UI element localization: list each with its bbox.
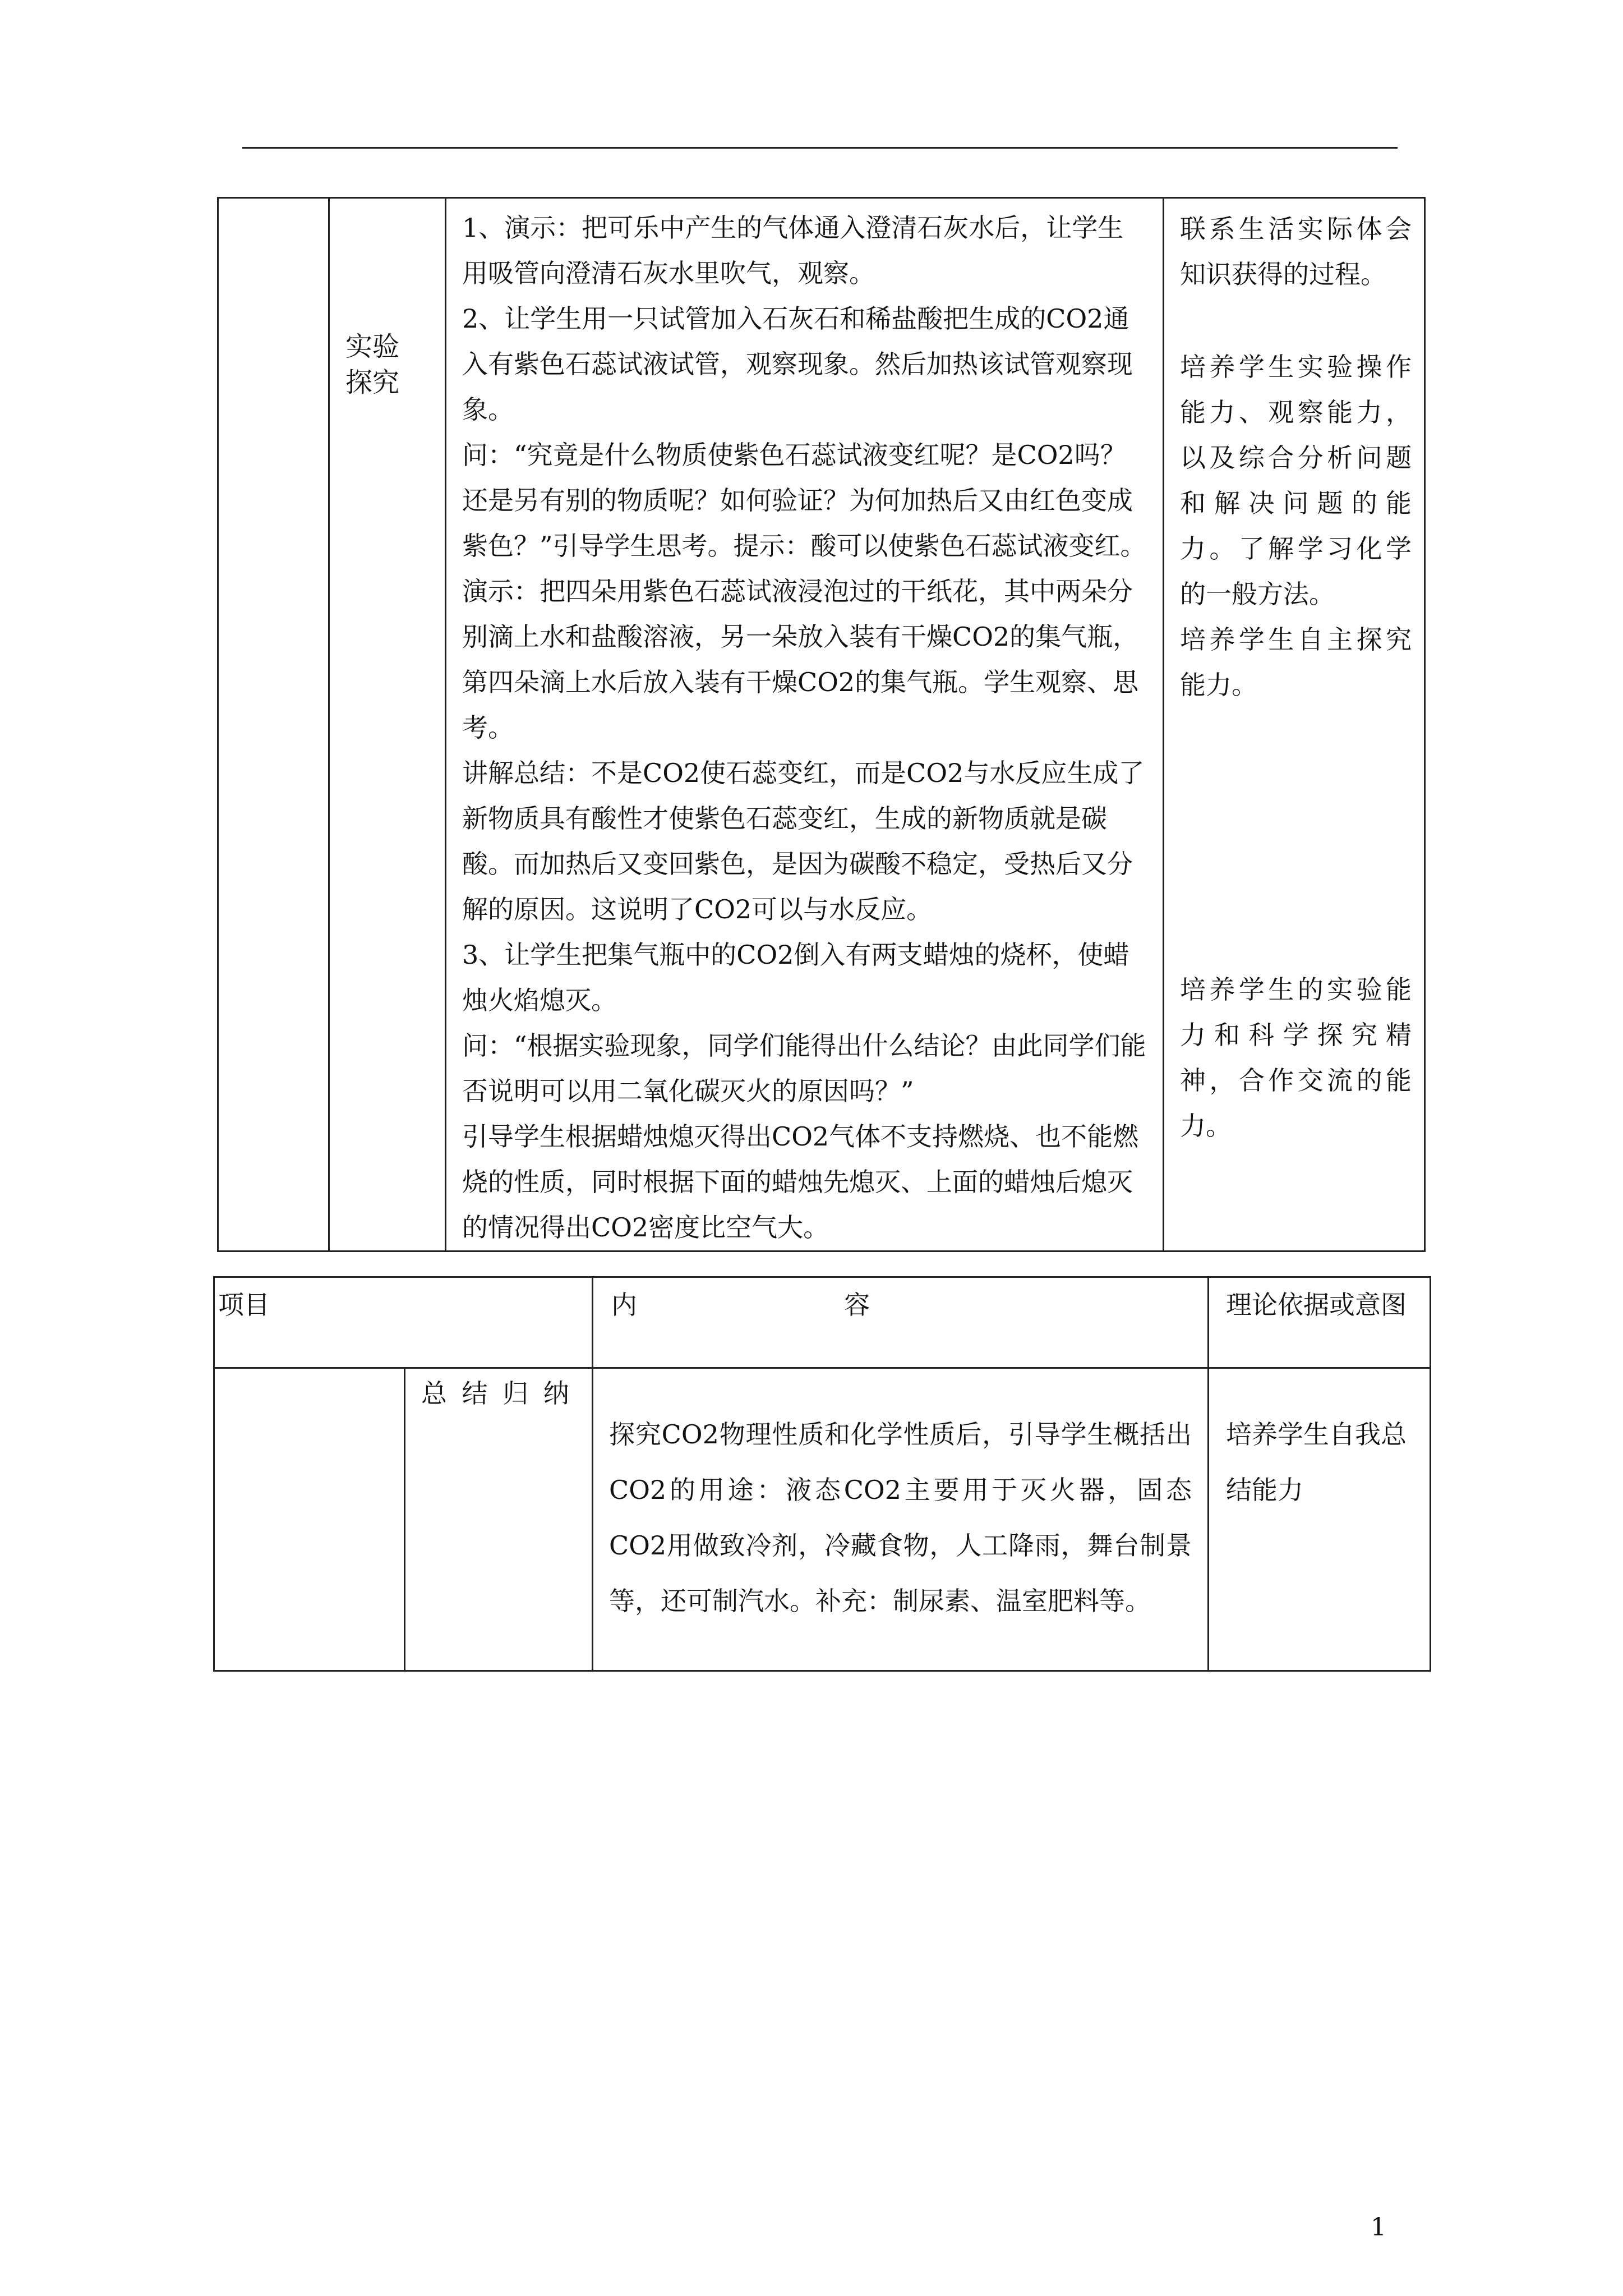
- blank-cell: [214, 1368, 405, 1671]
- rationale-note: 培养学生实验操作能力、观察能力，以及综合分析问题和解决问题的能力。了解学习化学的一般方法。: [1180, 352, 1412, 609]
- stage-label: 总 结 归 纳: [421, 1378, 573, 1409]
- content-paragraph: 引导学生根据蜡烛熄灭得出CO2气体不支持燃烧、也不能燃烧的性质，同时根据下面的蜡烛先熄灭、上面的蜡烛后熄灭的情况得出CO2密度比空气大。: [462, 1121, 1139, 1243]
- rationale-note: 培养学生自主探究能力。: [1180, 624, 1412, 700]
- rationale-note: 培养学生自我总结能力: [1226, 1419, 1407, 1505]
- stage-label-line1: 实验: [345, 331, 400, 362]
- stage-label-line2: 探究: [345, 367, 400, 398]
- content-paragraph: 探究CO2物理性质和化学性质后，引导学生概括出CO2的用途：液态CO2主要用于灭火器，固态CO2用做致冷剂，冷藏食物，人工降雨，舞台制景等，还可制汽水。补充：制尿素、温室肥料等。: [609, 1419, 1192, 1616]
- stage-cell: [329, 198, 446, 1251]
- stage-cell-summary: [405, 1368, 593, 1671]
- lesson-table-experiment: [217, 197, 1426, 1252]
- lesson-table-summary: [213, 1276, 1431, 1672]
- content-paragraph: 1、演示：把可乐中产生的气体通入澄清石灰水后，让学生用吸管向澄清石灰水里吹气，观察。: [462, 213, 1124, 288]
- content-paragraph: 3、让学生把集气瓶中的CO2倒入有两支蜡烛的烧杯，使蜡烛火焰熄灭。: [462, 940, 1129, 1015]
- header-content-char-b: 容: [844, 1290, 870, 1320]
- content-paragraph: 问：“究竟是什么物质使紫色石蕊试液变红呢？是CO2吗？还是另有别的物质呢？如何验证？为何加热后又由红色变成紫色？”引导学生思考。提示：酸可以使紫色石蕊试液变红。: [462, 440, 1146, 561]
- blank-cell: [218, 198, 329, 1251]
- rationale-note: 联系生活实际体会知识获得的过程。: [1180, 214, 1412, 289]
- header-content: [593, 1277, 1209, 1368]
- content-paragraph: 2、让学生用一只试管加入石灰石和稀盐酸把生成的CO2通入有紫色石蕊试液试管，观察现象。然后加热该试管观察现象。: [462, 303, 1133, 425]
- rationale-cell: [1164, 198, 1425, 1251]
- rationale-cell-summary: [1209, 1368, 1431, 1671]
- page-number: 1: [1371, 2213, 1386, 2242]
- header-basis-label: 理论依据或意图: [1226, 1290, 1407, 1320]
- content-paragraph: 讲解总结：不是CO2使石蕊变红，而是CO2与水反应生成了新物质具有酸性才使紫色石蕊变红，生成的新物质就是碳酸。而加热后又变回紫色，是因为碳酸不稳定，受热后又分解的原因。这说明了CO2可以与水反应。: [462, 758, 1145, 924]
- header-content-char-a: 内: [611, 1290, 637, 1320]
- header-basis: [1209, 1277, 1431, 1368]
- header-item-label: 项目: [218, 1290, 270, 1320]
- content-cell: [446, 198, 1164, 1251]
- content-paragraph: 问：“根据实验现象，同学们能得出什么结论？由此同学们能否说明可以用二氧化碳灭火的原因吗？”: [462, 1030, 1146, 1106]
- header-rule: [242, 147, 1398, 149]
- content-paragraph: 演示：把四朵用紫色石蕊试液浸泡过的干纸花，其中两朵分别滴上水和盐酸溶液，另一朵放入装有干燥CO2的集气瓶，第四朵滴上水后放入装有干燥CO2的集气瓶。学生观察、思考。: [462, 576, 1139, 743]
- content-cell-summary: [593, 1368, 1209, 1671]
- header-item: [214, 1277, 593, 1368]
- rationale-note: 培养学生的实验能力和科学探究精神，合作交流的能力。: [1180, 974, 1412, 1141]
